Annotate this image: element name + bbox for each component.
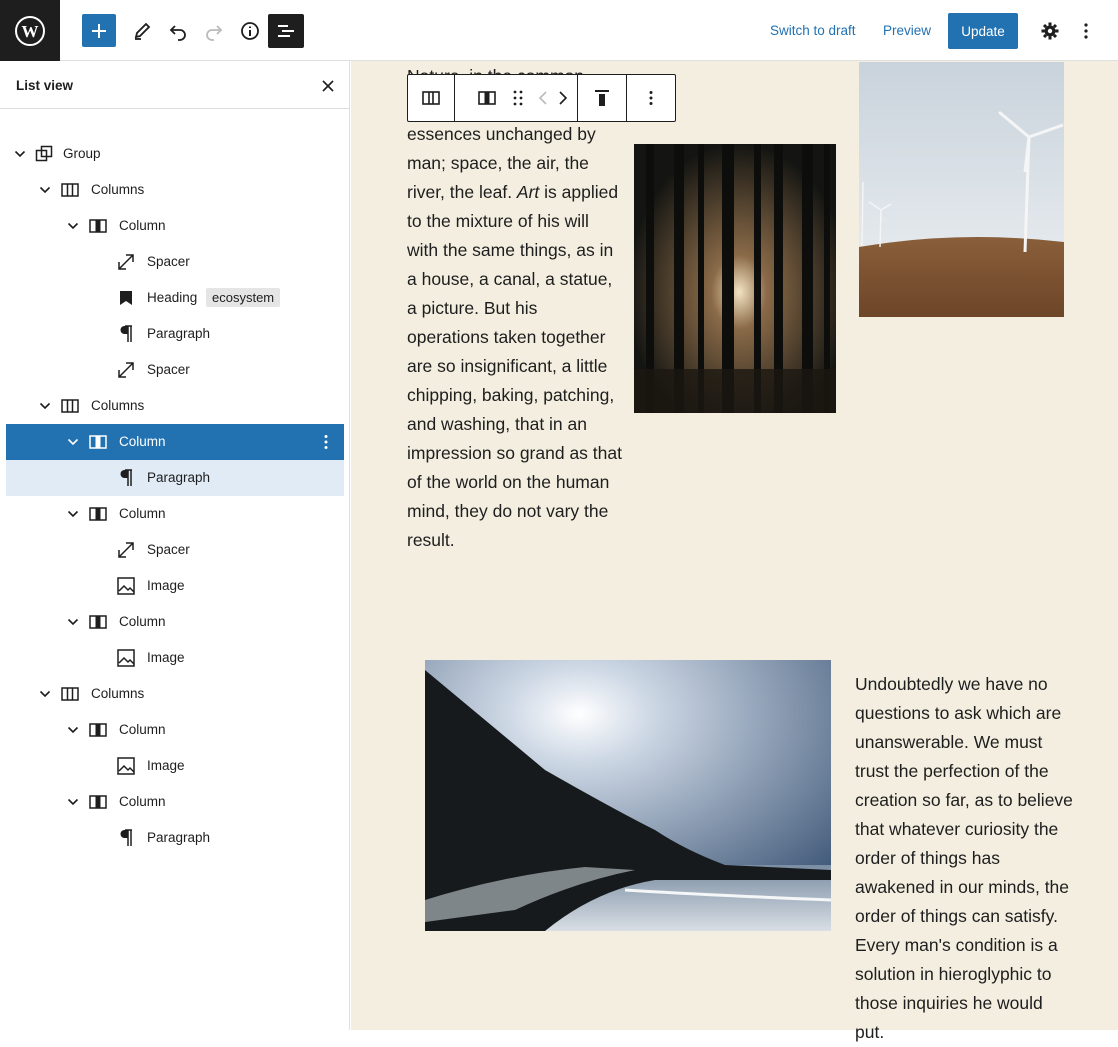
list-view-item-label: Spacer: [147, 542, 190, 557]
list-view-item-heading[interactable]: [6, 280, 344, 316]
image-icon: [116, 648, 136, 668]
list-view-item-image[interactable]: [6, 640, 344, 676]
undo-icon: [168, 21, 188, 41]
undo-button[interactable]: [160, 14, 196, 48]
close-list-view-button[interactable]: [318, 76, 338, 96]
list-view-title: List view: [16, 78, 74, 93]
list-view-item-label: Column: [119, 218, 166, 233]
close-icon: [322, 80, 334, 92]
chevron-down-icon[interactable]: [66, 507, 80, 521]
options-button[interactable]: [1068, 14, 1104, 48]
list-view-item-label: Paragraph: [147, 830, 211, 845]
list-view-item-label: Image: [147, 758, 185, 773]
block-inserter-button[interactable]: [82, 14, 116, 47]
columns-icon: [60, 684, 80, 704]
list-view-item-label: Column: [119, 722, 166, 737]
spacer-icon: [116, 540, 136, 560]
parent-block-button[interactable]: [408, 75, 455, 121]
column-icon: [88, 720, 108, 740]
details-button[interactable]: [232, 14, 268, 48]
tools-button[interactable]: [124, 14, 160, 48]
list-view-item-spacer[interactable]: [6, 532, 344, 568]
list-view-item-label: Columns: [91, 398, 145, 413]
list-view-item-label: Columns: [91, 686, 145, 701]
list-view-item-image[interactable]: [6, 568, 344, 604]
list-view-icon: [275, 21, 297, 41]
chevron-down-icon[interactable]: [66, 219, 80, 233]
list-view-item-spacer[interactable]: [6, 244, 344, 280]
anchor-badge: ecosystem: [206, 288, 280, 307]
list-view-item-label: Column: [119, 434, 166, 449]
image-block-coast[interactable]: [425, 660, 831, 931]
list-view-item-label: Spacer: [147, 362, 190, 377]
chevron-down-icon[interactable]: [38, 183, 52, 197]
pencil-icon: [132, 21, 152, 41]
column-icon: [88, 792, 108, 812]
block-toolbar: [407, 74, 676, 122]
list-view-item-label: Image: [147, 650, 185, 665]
vertical-align-button[interactable]: [578, 75, 627, 121]
chevron-down-icon[interactable]: [66, 435, 80, 449]
column-icon: [88, 432, 108, 452]
move-left-icon[interactable]: [533, 88, 553, 108]
list-view-item-label: Heading: [147, 290, 198, 305]
list-view-panel: [0, 61, 350, 1030]
column-icon: [88, 216, 108, 236]
list-view-item-paragraph[interactable]: [6, 460, 344, 496]
switch-to-draft-button[interactable]: Switch to draft: [770, 23, 856, 38]
editor-canvas: [351, 61, 1118, 1042]
paragraph-text-pre: essences unchanged by man; space, the air, the river, the leaf.: [407, 124, 596, 202]
list-view-item-label: Column: [119, 614, 166, 629]
drag-handle-icon[interactable]: [508, 88, 528, 108]
gear-icon: [1040, 21, 1060, 41]
list-view-item-columns[interactable]: [6, 676, 344, 712]
list-view-item-column[interactable]: [6, 208, 344, 244]
editor-header: [0, 0, 1118, 61]
list-view-item-columns[interactable]: [6, 388, 344, 424]
list-view-item-label: Paragraph: [147, 326, 211, 341]
wordpress-icon: [14, 15, 46, 47]
list-view-header: [0, 61, 350, 109]
list-view-item-image[interactable]: [6, 748, 344, 784]
coastline-photo: [425, 660, 831, 931]
move-right-icon[interactable]: [553, 88, 573, 108]
list-view-item-column[interactable]: [6, 424, 344, 460]
column-icon: [88, 504, 108, 524]
chevron-down-icon[interactable]: [66, 615, 80, 629]
paragraph-icon: [116, 828, 136, 848]
wordpress-logo-button[interactable]: [0, 0, 60, 61]
paragraph-text-post: is applied to the mixture of his will with the same things, as in a house, a canal, a statue, a picture. But his operations taken together are so insignificant, a little chipping, baking, patching, and washing, that in an impression so grand as that of the world on the human mind, they do not vary the result.: [407, 182, 622, 550]
list-view-item-group[interactable]: [6, 136, 344, 172]
list-view-item-label: Column: [119, 794, 166, 809]
list-view-item-column[interactable]: [6, 712, 344, 748]
list-view-item-paragraph[interactable]: [6, 820, 344, 856]
columns-icon: [421, 88, 441, 108]
more-vertical-icon: [641, 88, 661, 108]
list-view-item-label: Paragraph: [147, 470, 211, 485]
vertical-align-top-icon: [592, 88, 612, 108]
list-view-item-label: Column: [119, 506, 166, 521]
columns-icon: [60, 396, 80, 416]
chevron-down-icon[interactable]: [13, 147, 27, 161]
redo-icon: [204, 21, 224, 41]
image-block-wind-turbines[interactable]: [859, 62, 1064, 317]
list-view-item-paragraph[interactable]: [6, 316, 344, 352]
more-vertical-icon: [1083, 22, 1089, 40]
spacer-icon: [116, 252, 136, 272]
redo-button[interactable]: [196, 14, 232, 48]
settings-button[interactable]: [1032, 14, 1068, 48]
column-icon: [88, 612, 108, 632]
paragraph-icon: [116, 468, 136, 488]
chevron-down-icon[interactable]: [38, 687, 52, 701]
svg-text:W: W: [21, 21, 39, 41]
list-view-item-column[interactable]: [6, 604, 344, 640]
image-icon: [116, 576, 136, 596]
columns-icon: [60, 180, 80, 200]
update-button[interactable]: Update: [948, 13, 1018, 49]
list-view-item-spacer[interactable]: [6, 352, 344, 388]
block-options-button[interactable]: [627, 75, 675, 121]
list-view-item-column[interactable]: [6, 784, 344, 820]
forest-photo: [634, 144, 836, 413]
paragraph-block[interactable]: [407, 120, 622, 555]
paragraph-text-emphasis: Art: [516, 182, 540, 202]
list-view-button[interactable]: [268, 14, 304, 48]
image-icon: [116, 756, 136, 776]
list-view-item-label: Image: [147, 578, 185, 593]
column-icon[interactable]: [477, 88, 497, 108]
group-icon: [34, 144, 54, 164]
heading-icon: [116, 288, 136, 308]
more-vertical-icon[interactable]: [318, 432, 334, 452]
wind-turbine-photo: [859, 62, 1064, 317]
list-view-item-column[interactable]: [6, 496, 344, 532]
chevron-down-icon[interactable]: [66, 723, 80, 737]
list-view-item-columns[interactable]: [6, 172, 344, 208]
plus-icon: [91, 23, 107, 39]
list-view-item-label: Group: [63, 146, 101, 161]
spacer-icon: [116, 360, 136, 380]
paragraph-icon: [116, 324, 136, 344]
chevron-down-icon[interactable]: [66, 795, 80, 809]
paragraph-block[interactable]: Undoubtedly we have no questions to ask which are unanswerable. We must trust the perfection of the creation so far, as to believe that whatever curiosity the order of things has awakened in our minds, the order of things can satisfy. Every man's condition is a solution in hieroglyphic to those inquiries he would put.: [855, 674, 1073, 1042]
info-icon: [240, 21, 260, 41]
list-view-item-label: Spacer: [147, 254, 190, 269]
image-block-forest[interactable]: [634, 144, 836, 413]
chevron-down-icon[interactable]: [38, 399, 52, 413]
preview-button[interactable]: Preview: [883, 23, 932, 38]
block-switcher-group: [465, 75, 578, 121]
list-view-item-label: Columns: [91, 182, 145, 197]
